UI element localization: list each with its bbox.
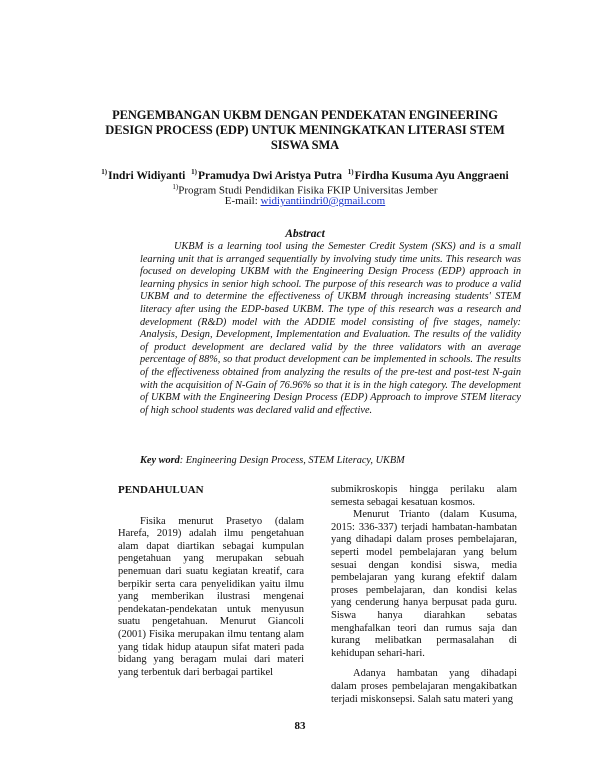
keywords [140, 454, 521, 467]
keyword-label: Key word [140, 455, 180, 466]
author-sup: 1) [101, 168, 108, 176]
email-line [60, 194, 550, 208]
paragraph: Menurut Trianto (dalam Kusuma, 2015: 336-337) terjadi hambatan-hambatan yang dihadapi dalam proses pembelajaran, seperti model pembelajaran yang belum sesuai dengan kondisi siswa, media pembelajaran yang kurang efektif dalam proses pembelajaran, dan kondisi kelas yang cenderung hanya berpusat pada guru. Siswa hanya diarahkan sebatas menghafalkan teori dan rumus saja dan kurang melibatkan permasalahan di kehidupan sehari-hari. [331, 509, 517, 659]
abstract-body: UKBM is a learning tool using the Semester Credit System (SKS) and is a small learning unit that is arranged sequentially by involving study time units. This research was focused on developing UKBM with the Engineering Design Process (EDP) approach in learning physics in senior high school. The purpose of this research was to produce a valid UKBM and to determine the effectiveness of UKBM through increasing students' STEM literacy after using the EDP-based UKBM. The type of this research was a research and development (R&D) model with the ADDIE model consisting of five stages, namely: Analysis, Design, Development, Implementation and Evaluation. The results of the validity of product development are declared valid by the three validators with an average percentage of 88%, so that product development can be implemented in schools. The results of the effectiveness obtained from analyzing the results of the pre-test and post-test N-gain with the acquisition of N-Gain of 76.96% so that it is in the high category. The development of UKBM with the Engineering Design Process (EDP) Approach to improve STEM literacy of high school students was declared valid and effective. [140, 241, 521, 416]
page-number: 83 [294, 720, 306, 732]
affiliation-text: Program Studi Pendidikan Fisika FKIP Universitas Jember [178, 184, 438, 197]
email-link[interactable]: widiyantiindri0@gmail.com [260, 195, 386, 207]
paragraph: submikroskopis hingga perilaku alam semesta sebagai kesatuan kosmos. [331, 484, 517, 508]
left-column [118, 484, 304, 679]
affiliation-sup: 1) [172, 183, 179, 191]
paragraph: Adanya hambatan yang dihadapi dalam proses pembelajaran mengakibatkan terjadi miskonsepsi. Salah satu materi yang [331, 668, 517, 705]
abstract-heading: Abstract [285, 228, 325, 240]
keyword-text: : Engineering Design Process, STEM Literacy, UKBM [179, 455, 405, 466]
author-name: Firdha Kusuma Ayu Anggraeni [354, 169, 509, 182]
email-label: E-mail: [224, 195, 261, 207]
author-name: Pramudya Dwi Aristya Putra [197, 169, 342, 182]
right-column [331, 484, 517, 706]
author-name: Indri Widiyanti [108, 169, 186, 182]
author-sup: 1) [347, 168, 354, 176]
paragraph: Fisika menurut Prasetyo (dalam Harefa, 2019) adalah ilmu pengetahuan alam dapat diartikan sebagai kumpulan pengetahuan yang merupakan sebuah penemuan dari suatu kegiatan kreatif, cara berpikir serta cara penyelidikan yaitu ilmu yang memberikan ilustrasi mengenai pendekatan-pendekatan untuk menyusun suatu pengetahuan. Menurut Giancoli (2001) Fisika merupakan ilmu tentang alam yang tidak hidup ataupun sifat materi pada bidang yang beragam mulai dari materi yang terbentuk dari berbagai partikel [118, 515, 304, 678]
paper-title: PENGEMBANGAN UKBM DENGAN PENDEKATAN ENGINEERING DESIGN PROCESS (EDP) UNTUK MENINGKATKAN LITERASI STEM SISWA SMA [105, 108, 505, 152]
author-sup: 1) [191, 168, 197, 176]
section-heading: PENDAHULUAN [118, 484, 204, 496]
